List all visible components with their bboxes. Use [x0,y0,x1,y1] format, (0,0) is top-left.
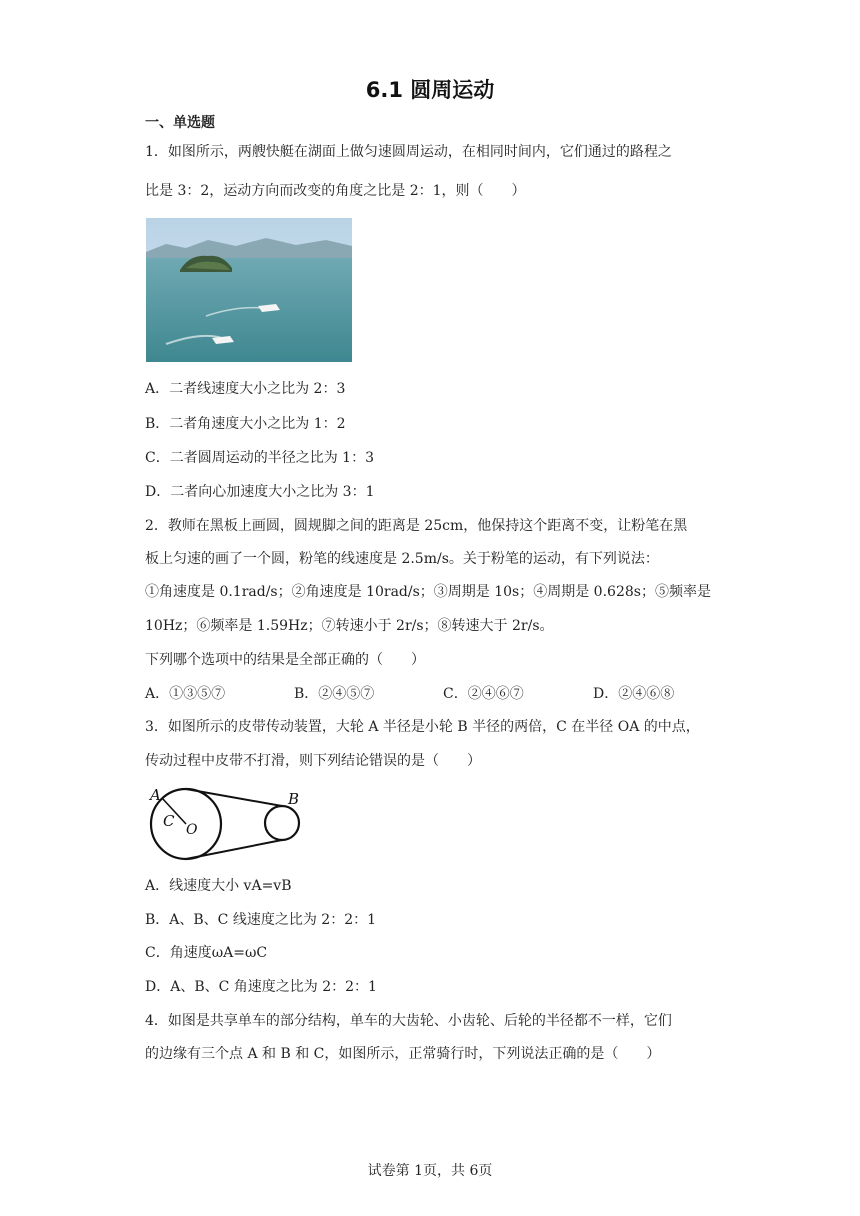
q2-option-b: B．②④⑤⑦ [294,686,375,702]
q2-text-line1: 2．教师在黑板上画圆，圆规脚之间的距离是 25cm，他保持这个距离不变，让粉笔在黑 [145,518,688,534]
q1-option-d: D．二者向心加速度大小之比为 3：1 [145,484,375,500]
q2-option-c: C．②④⑥⑦ [443,686,524,702]
q3-text-line1: 3．如图所示的皮带传动装置，大轮 A 半径是小轮 B 半径的两倍，C 在半径 OA 的中点， [145,719,700,735]
label-a: A [150,786,161,804]
q3-option-a: A．线速度大小 vA=vB [145,878,292,894]
label-b: B [288,790,300,808]
q1-option-c: C．二者圆周运动的半径之比为 1：3 [145,450,374,466]
q3-option-d: D．A、B、C 角速度之比为 2：2：1 [145,979,377,995]
q4-text-line2: 的边缘有三个点 A 和 B 和 C，如图所示，正常骑行时，下列说法正确的是（ ） [145,1046,661,1062]
q1-option-a: A．二者线速度大小之比为 2：3 [145,381,346,397]
page-title: 6.1 圆周运动 [365,78,495,102]
q2-option-a: A．①③⑤⑦ [145,686,226,702]
q3-option-c: C．角速度ωA=ωC [145,945,268,961]
q2-text-line5: 下列哪个选项中的结果是全部正确的（ ） [145,652,425,668]
q1-option-b: B．二者角速度大小之比为 1：2 [145,416,346,432]
q1-text-line1: 1．如图所示，两艘快艇在湖面上做匀速圆周运动，在相同时间内，它们通过的路程之 [145,144,672,160]
section-heading: 一、单选题 [145,115,215,131]
q4-text-line1: 4．如图是共享单车的部分结构，单车的大齿轮、小齿轮、后轮的半径都不一样，它们 [145,1013,672,1029]
q3-option-b: B．A、B、C 线速度之比为 2：2：1 [145,912,377,928]
page-footer: 试卷第 1页，共 6页 [367,1163,493,1179]
q2-text-line4: 10Hz；⑥频率是 1.59Hz；⑦转速小于 2r/s；⑧转速大于 2r/s。 [145,618,554,634]
q2-text-line2: 板上匀速的画了一个圆，粉笔的线速度是 2.5m/s。关于粉笔的运动，有下列说法： [145,551,659,567]
belt-drive-diagram [146,786,306,864]
q2-text-line3: ①角速度是 0.1rad/s；②角速度是 10rad/s；③周期是 10s；④周期是 0.628s；⑤频率是 [145,584,711,600]
q1-text-line2: 比是 3：2，运动方向而改变的角度之比是 2：1，则（ ） [145,183,526,199]
label-o: O [186,822,198,838]
q3-text-line2: 传动过程中皮带不打滑，则下列结论错误的是（ ） [145,753,481,769]
label-c: C [163,812,175,830]
q2-option-d: D．②④⑥⑧ [593,686,675,702]
speedboats-photo [146,218,352,362]
